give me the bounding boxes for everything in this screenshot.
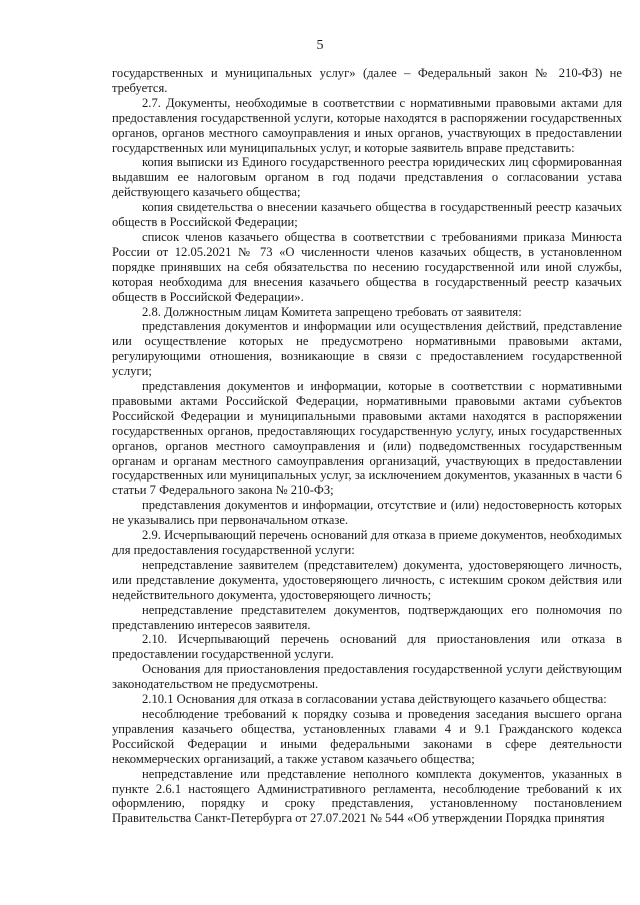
paragraph: представления документов и информации, отсутствие и (или) недостоверность которых не указывались при первоначальном отказе. (112, 498, 622, 528)
paragraph: 2.8. Должностным лицам Комитета запрещено требовать от заявителя: (142, 304, 522, 319)
paragraph: копия выписки из Единого государственного реестра юридических лиц сформированная выдавшим ее налоговым органом в год подачи представления о согласовании устава действующего казачьего общества; (112, 155, 622, 200)
paragraph: несоблюдение требований к порядку созыва и проведения заседания высшего органа управления казачьего общества, установленных главами 4 и 9.1 Гражданского кодекса Российской Федерации и иными федеральными законами в сфере деятельности некоммерческих организаций, а также уставом казачьего общества; (112, 706, 622, 766)
paragraph: копия свидетельства о внесении казачьего общества в государственный реестр казачьих обществ в Российской Федерации; (112, 200, 622, 230)
paragraph: непредставление или представление неполного комплекта документов, указанных в пункте 2.6.1 настоящего Административного регламента, несоблюдение требований к их оформлению, порядку и сроку представления, установленному постановлением Правительства Санкт-Петербурга от 27.07.2021 № 544 «Об утверждении Порядка принятия (112, 766, 622, 826)
paragraph: представления документов и информации, которые в соответствии с нормативными правовыми актами Российской Федерации, нормативными правовыми актами субъектов Российской Федерации и муниципальными правовыми актами находятся в распоряжении государственных органов, предоставляющих государственную услугу, иных государственных органов, органов местного самоуправления и (или) подведомственных государственным органам и органам местного самоуправления организаций, участвующих в предоставлении государственных или муниципальных услуг, за исключением документов, указанных в части 6 статьи 7 Федерального закона № 210-ФЗ; (112, 379, 622, 498)
paragraph: 2.9. Исчерпывающий перечень оснований для отказа в приеме документов, необходимых для предоставления государственной услуги: (112, 528, 622, 557)
paragraph: 2.10. Исчерпывающий перечень оснований для приостановления или отказа в предоставлении государственной услуги. (112, 632, 622, 662)
paragraph: непредставление представителем документов, подтверждающих его полномочия по представлению интересов заявителя. (112, 602, 622, 632)
paragraph: Основания для приостановления предоставления государственной услуги действующим законодательством не предусмотрены. (112, 662, 622, 692)
document-body (112, 66, 622, 826)
paragraph: список членов казачьего общества в соответствии с требованиями приказа Минюста России от 12.05.2021 № 73 «О численности членов казачьих обществ, в установленном порядке принявших на себя обязательства по несению государственной или иной службы, которая необходима для внесения казачьего общества в государственный реестр казачьих обществ в Российской Федерации». (112, 229, 622, 304)
paragraph: непредставление заявителем (представителем) документа, удостоверяющего личность, или представление документа, удостоверяющего личность, с истекшим сроком действия или недействительного документа, удостоверяющего личность; (112, 557, 622, 602)
page-number: 5 (316, 38, 324, 53)
paragraph: государственных и муниципальных услуг» (далее – Федеральный закон № 210-ФЗ) не требуется. (112, 66, 622, 95)
paragraph: представления документов и информации или осуществления действий, представление или осуществление которых не предусмотрено нормативными правовыми актами, регулирующими отношения, возникающие в связи с предоставлением государственной услуги; (112, 319, 622, 379)
paragraph: 2.7. Документы, необходимые в соответствии с нормативными правовыми актами для предоставления государственной услуги, которые находятся в распоряжении государственных органов, органов местного самоуправления и иных органов, участвующих в предоставлении государственных или муниципальных услуг, и которые заявитель вправе представить: (112, 95, 622, 155)
paragraph: 2.10.1 Основания для отказа в согласовании устава действующего казачьего общества: (142, 692, 607, 707)
